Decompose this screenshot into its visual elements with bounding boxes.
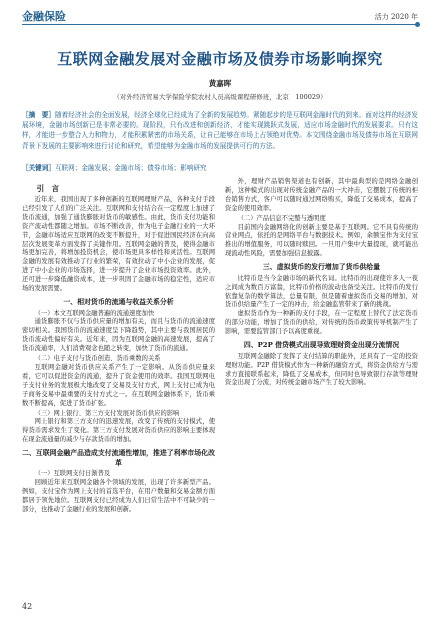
section-heading: 一、相对货币的流通与收益关系分析 bbox=[63, 297, 174, 306]
paragraph: 比特币是当今金融市场的新代名词。比特币的出现使许多人一夜之间成为数百万富翁，比特币价格的波动也备受关注。比特币的发行依靠复杂的数学算法，总量有限，但是随着虚拟货币交易的增加，对货币供给量产生了一定的冲击，给金融监管带来了新的挑战。 bbox=[225, 274, 418, 309]
author-affiliation: （对外经济贸易大学保险学院农村人员高级课程研修班，北京 100029） bbox=[113, 93, 327, 101]
section-heading: 二、互联网金融产品造成支付流通性增加，推进了利率市场化改革 bbox=[22, 449, 215, 467]
abstract-text: 随着经济社会的全面发展，经济全球化已经成为了全新的发展趋势。紧随起步的是互联网金融时代的到来。面对这样的经济发展环境，金融市场创新已是非常必要的。现阶段，只有改进和创新经济，才能实现跳跃式发展，适应市场金融时代的发展要求。只有这样，才能进一步整合人力和物力，才能积累紧密的市场关系，让自己能够在市场上占领绝对优势。本文围绕金融市场及债券市场在互联网背景下发展的主要影响来进行讨论和研究，希望能够为金融市场的发展提供可行的方法。 bbox=[22, 111, 419, 150]
subsection-heading: （三）网上银行、第三方支付发展对货币供应的影响 bbox=[34, 409, 180, 417]
page-header bbox=[0, 0, 440, 40]
subsection-heading: （二）电子支付与货币创造、货币乘数的关系 bbox=[34, 355, 161, 363]
paragraph: 网上银行和第三方支付的迅速发展，改变了传统的支付模式，使得货币需求发生了变化。第三方支付发展对货币供应的影响主要体现在现金流通量的减少与存款货币的增加。 bbox=[22, 418, 215, 444]
subsection-heading: （二）产品信息不完整与透明度 bbox=[237, 214, 326, 222]
abstract-label: ［摘 要］ bbox=[22, 111, 56, 119]
paragraph: 互联网金融对货币供应关系产生了一定影响。从货币供应量来看，它可以促进资金的流通，提升了资金使用的效率。我国互联网电子支付业务的发展极大地改变了交易及支付方式，网上支付已成为电子商务交易中最重要的支付方式之一。在互联网金融体系下，货币乘数不断提高，促进了货币扩张。 bbox=[22, 364, 215, 407]
keywords-label: ［关键词］ bbox=[22, 164, 55, 172]
article-title: 互联网金融发展对金融市场及债券市场影响探究 bbox=[57, 50, 383, 68]
paragraph: 互联网金融除了发挥了支付结算的职能外，还具有了一定的投资理财功能。P2P 借贷模式作为一种新的融资方式，将资金供给方与需求方直接联系起来，降低了交易成本，但同时也导致银行存款等理财资金出现了分流，对传统金融市场产生了较大影响。 bbox=[225, 352, 418, 387]
header-dot bbox=[415, 22, 420, 27]
paragraph: 回顾近年来互联网金融各个领域的发展，出现了许多新型产品。例如，支付宝作为网上支付的首选平台，在用户数量和交易金额方面都居于领先地位。互联网支付已经成为人们日常生活中不可缺少的一部分，也推动了金融行业的发展和创新。 bbox=[22, 479, 215, 513]
subsection-heading: （一）本文互联网金融普遍的流通速度加快 bbox=[34, 309, 155, 317]
paragraph: 近年来，我国出现了多种创新的互联网理财产品，各种支付手段已经引发了人们的广泛关注。互联网和支付结合在一定程度上加速了货币流通，加强了通货膨胀对货币的敏感性。由此，货币支付功能和资产流动性都随之增加。市场不断改善，作为电子金融行业的一大环节，金融市场适应互联网的改变不断提升，对于促进国民经济在向高层次发展变革方面发挥了关键作用。互联网金融的普及，使得金融市场更加完善，将增加投资机会，使市场更具多样性和灵活性。互联网金融的发展有效推动了行业的繁荣，有效拉动了中小企业的发展，促进了中小企业的市场选择，进一步提升了企业市场投资效率。此外，还可进一步降低融资成本，进一步巩固了金融市场的稳定性，适应市场的发展需要。 bbox=[22, 196, 215, 293]
keywords bbox=[22, 163, 418, 173]
right-column bbox=[225, 178, 418, 388]
section-heading: 四、P2P 借贷模式出现导致理财资金出现分流情况 bbox=[243, 341, 400, 350]
keywords-text: 互联网；金融发展；金融市场；债券市场；影响研究 bbox=[54, 164, 207, 172]
journal-section-label: 金融保险 bbox=[22, 10, 66, 23]
header-rule bbox=[22, 24, 418, 25]
section-heading: 引 言 bbox=[36, 184, 59, 193]
page-number: 42 bbox=[22, 602, 33, 611]
subsection-heading: （一）互联网支付日渐普及 bbox=[34, 470, 111, 478]
paragraph: 虚拟货币作为一种新的支付手段，在一定程度上替代了法定货币的部分功能，增加了货币的供给，对传统的货币政策传导机制产生了影响，需要监管部门予以高度重视。 bbox=[225, 310, 418, 336]
abstract bbox=[22, 110, 418, 151]
section-heading: 三、虚拟货币的发行增加了货币供给量 bbox=[262, 263, 381, 272]
paragraph: 通货膨胀不仅与货币供应量的增加有关，而且与货币的流通速度密切相关。我国货币的流通速度呈下降趋势，其中主要与我国居民的货币流动性偏好有关。近年来，因为互联网金融的高速发展，提高了货币流通率，人们消费观念也随之转变，加快了货币的流通。 bbox=[22, 318, 215, 353]
author-name: 黄嘉晖 bbox=[208, 79, 232, 88]
issue-label: 活力 2020 年 bbox=[374, 13, 418, 21]
paragraph: 外，理财产品销售渠道也有创新，其中最典型的是网络金融创新，这种模式的出现对传统金融产品的一大冲击，它摆脱了传统的柜台销售方式，客户可以随时通过网络购买，降低了交易成本，提高了资金的使用效率。 bbox=[225, 178, 418, 212]
paragraph: 目前国内金融网络化的创新主要是基于互联网。它不具有传统的营业网点，依托的是网络平台与数据技术。例如，余额宝作为支付宝推出的增值服务，可以随时赎回。一旦用户集中大量提现，就可能出现流动性风险，需要加强信息披露。 bbox=[225, 223, 418, 258]
left-column bbox=[22, 178, 215, 515]
